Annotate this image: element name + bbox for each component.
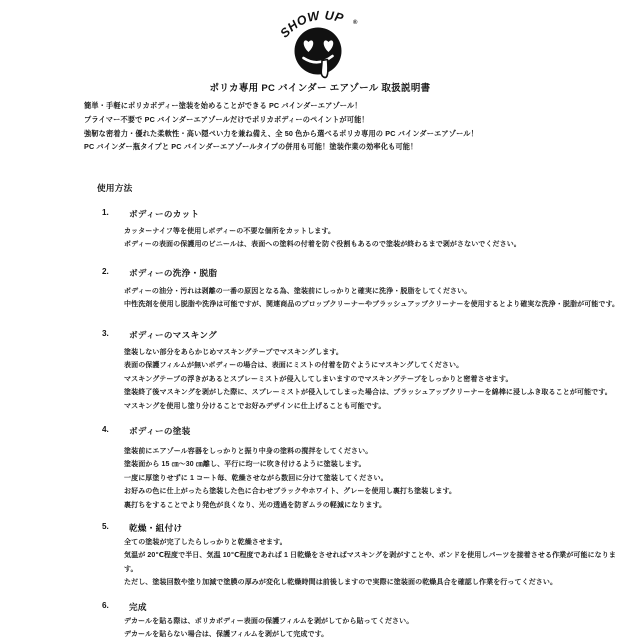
section-number: 5. [102,522,109,531]
section-line: 全ての塗装が完了したらしっかりと乾燥させます。 [124,539,287,546]
section-line: 裏打ちをすることでより発色が良くなり、光の透過を防ぎムラの軽減になります。 [124,501,387,509]
section-number: 2. [102,267,109,276]
intro-line: プライマー不要で PC バインダーエアゾールだけでポリカボディーのペイントが可能！ [84,114,369,124]
section-number: 6. [102,601,109,610]
section-line: マスキングを使用し塗り分けることでお好みデザインに仕上げることも可能です。 [124,402,386,410]
section-line: 塗装しない部分をあらかじめマスキングテープでマスキングします。 [124,349,343,356]
intro-line: 簡単・手軽にポリカボディー塗装を始めることができる PC バインダーエアゾール！ [84,101,362,110]
section-line: ボディーの油分・汚れは剥離の一番の原因となる為、塗装前にしっかりと確実に洗浄・脱脂をしてください。 [124,288,472,295]
section-body [124,615,413,640]
section-title: 完成 [129,602,147,612]
section-line: 中性洗剤を使用し脱脂や洗浄は可能ですが、関連商品のプロップクリーナーやブラッシュアップクリーナーを使用するとより確実な洗浄・脱脂が可能です。 [124,301,620,309]
section-line: デカールを貼る際は、ポリカボディー表面の保護フィルムを剥がしてから貼ってください。 [124,618,414,625]
section-line: 塗装前にエアゾール容器をしっかりと振り中身の塗料の撹拌をしてください。 [124,448,373,455]
intro-line: PC バインダー瓶タイプと PC バインダーエアゾールタイプの併用も可能！塗装作業の効率化も可能！ [84,142,418,152]
section-number: 1. [102,208,109,217]
section-title: ボディーの洗浄・脱脂 [129,268,218,278]
section-line: 気温が 20℃程度で半日、気温 10℃程度であれば 1 日乾燥をさせればマスキングを剥がすことや、ボンドを使用しパーツを接着させる作業が可能になりま [124,552,616,560]
registered-mark: ® [353,20,358,26]
section-line: 塗装終了後マスキングを剥がした際に、スプレーミストが侵入してしまった場合は、ブラッシュアップクリーナーを綿棒に浸しふき取ることが可能です。 [124,389,612,397]
section-title: 乾燥・組付け [129,523,183,533]
section-line: ただし、塗装回数や塗り加減で塗膜の厚みが変化し乾燥時間は前後しますので実際に塗装面の乾燥具合を確認し作業を行ってください。 [124,579,558,587]
section-title: ボディーの塗装 [129,426,191,436]
intro-line: 強靭な密着力・優れた柔軟性・高い隠ぺい力を兼ね備え、全 50 色から選べるポリカ専用の PC バインダーエアゾール！ [84,128,478,138]
usage-heading: 使用方法 [97,183,133,193]
section-line: 表面の保護フィルムが無いボディーの場合は、表面にミストの付着を防ぐようにマスキングしてください。 [124,362,464,370]
section-number: 4. [102,425,109,434]
section-number: 3. [102,329,109,338]
section-line: お好みの色に仕上がったら塗装した色に合わせブラックやホワイト、グレーを使用し裏打ち塗装します。 [124,488,457,496]
page-title: ポリカ専用 PC バインダー エアゾール 取扱説明書 [209,83,431,94]
section-line: す。 [124,565,138,573]
section-line: マスキングテープの浮きがあるとスプレーミストが侵入してしまいますのでマスキングテープをしっかりと密着させます。 [124,375,513,383]
section-line: 塗装面から 15 ㎝～30 ㎝離し、平行に均一に吹き付けるように塗装します。 [124,461,366,469]
section-line: 一度に厚塗りせずに 1 コート毎、乾燥させながら数回に分けて塗装してください。 [124,474,388,482]
brand-arc-text: SHOW UP [277,8,346,41]
section-title: ボディーのマスキング [129,330,217,340]
section-line: カッターナイフ等を使用しボディーの不要な個所をカットします。 [124,228,336,235]
section-line: デカールを貼らない場合は、保護フィルムを剥がして完成です。 [124,631,329,639]
section-title: ボディーのカット [129,209,200,219]
section-line: ボディーの表面の保護用のビニールは、表面への塗料の付着を防ぐ役割もあるので塗装が終わるまで剥がさないでください。 [124,241,521,249]
